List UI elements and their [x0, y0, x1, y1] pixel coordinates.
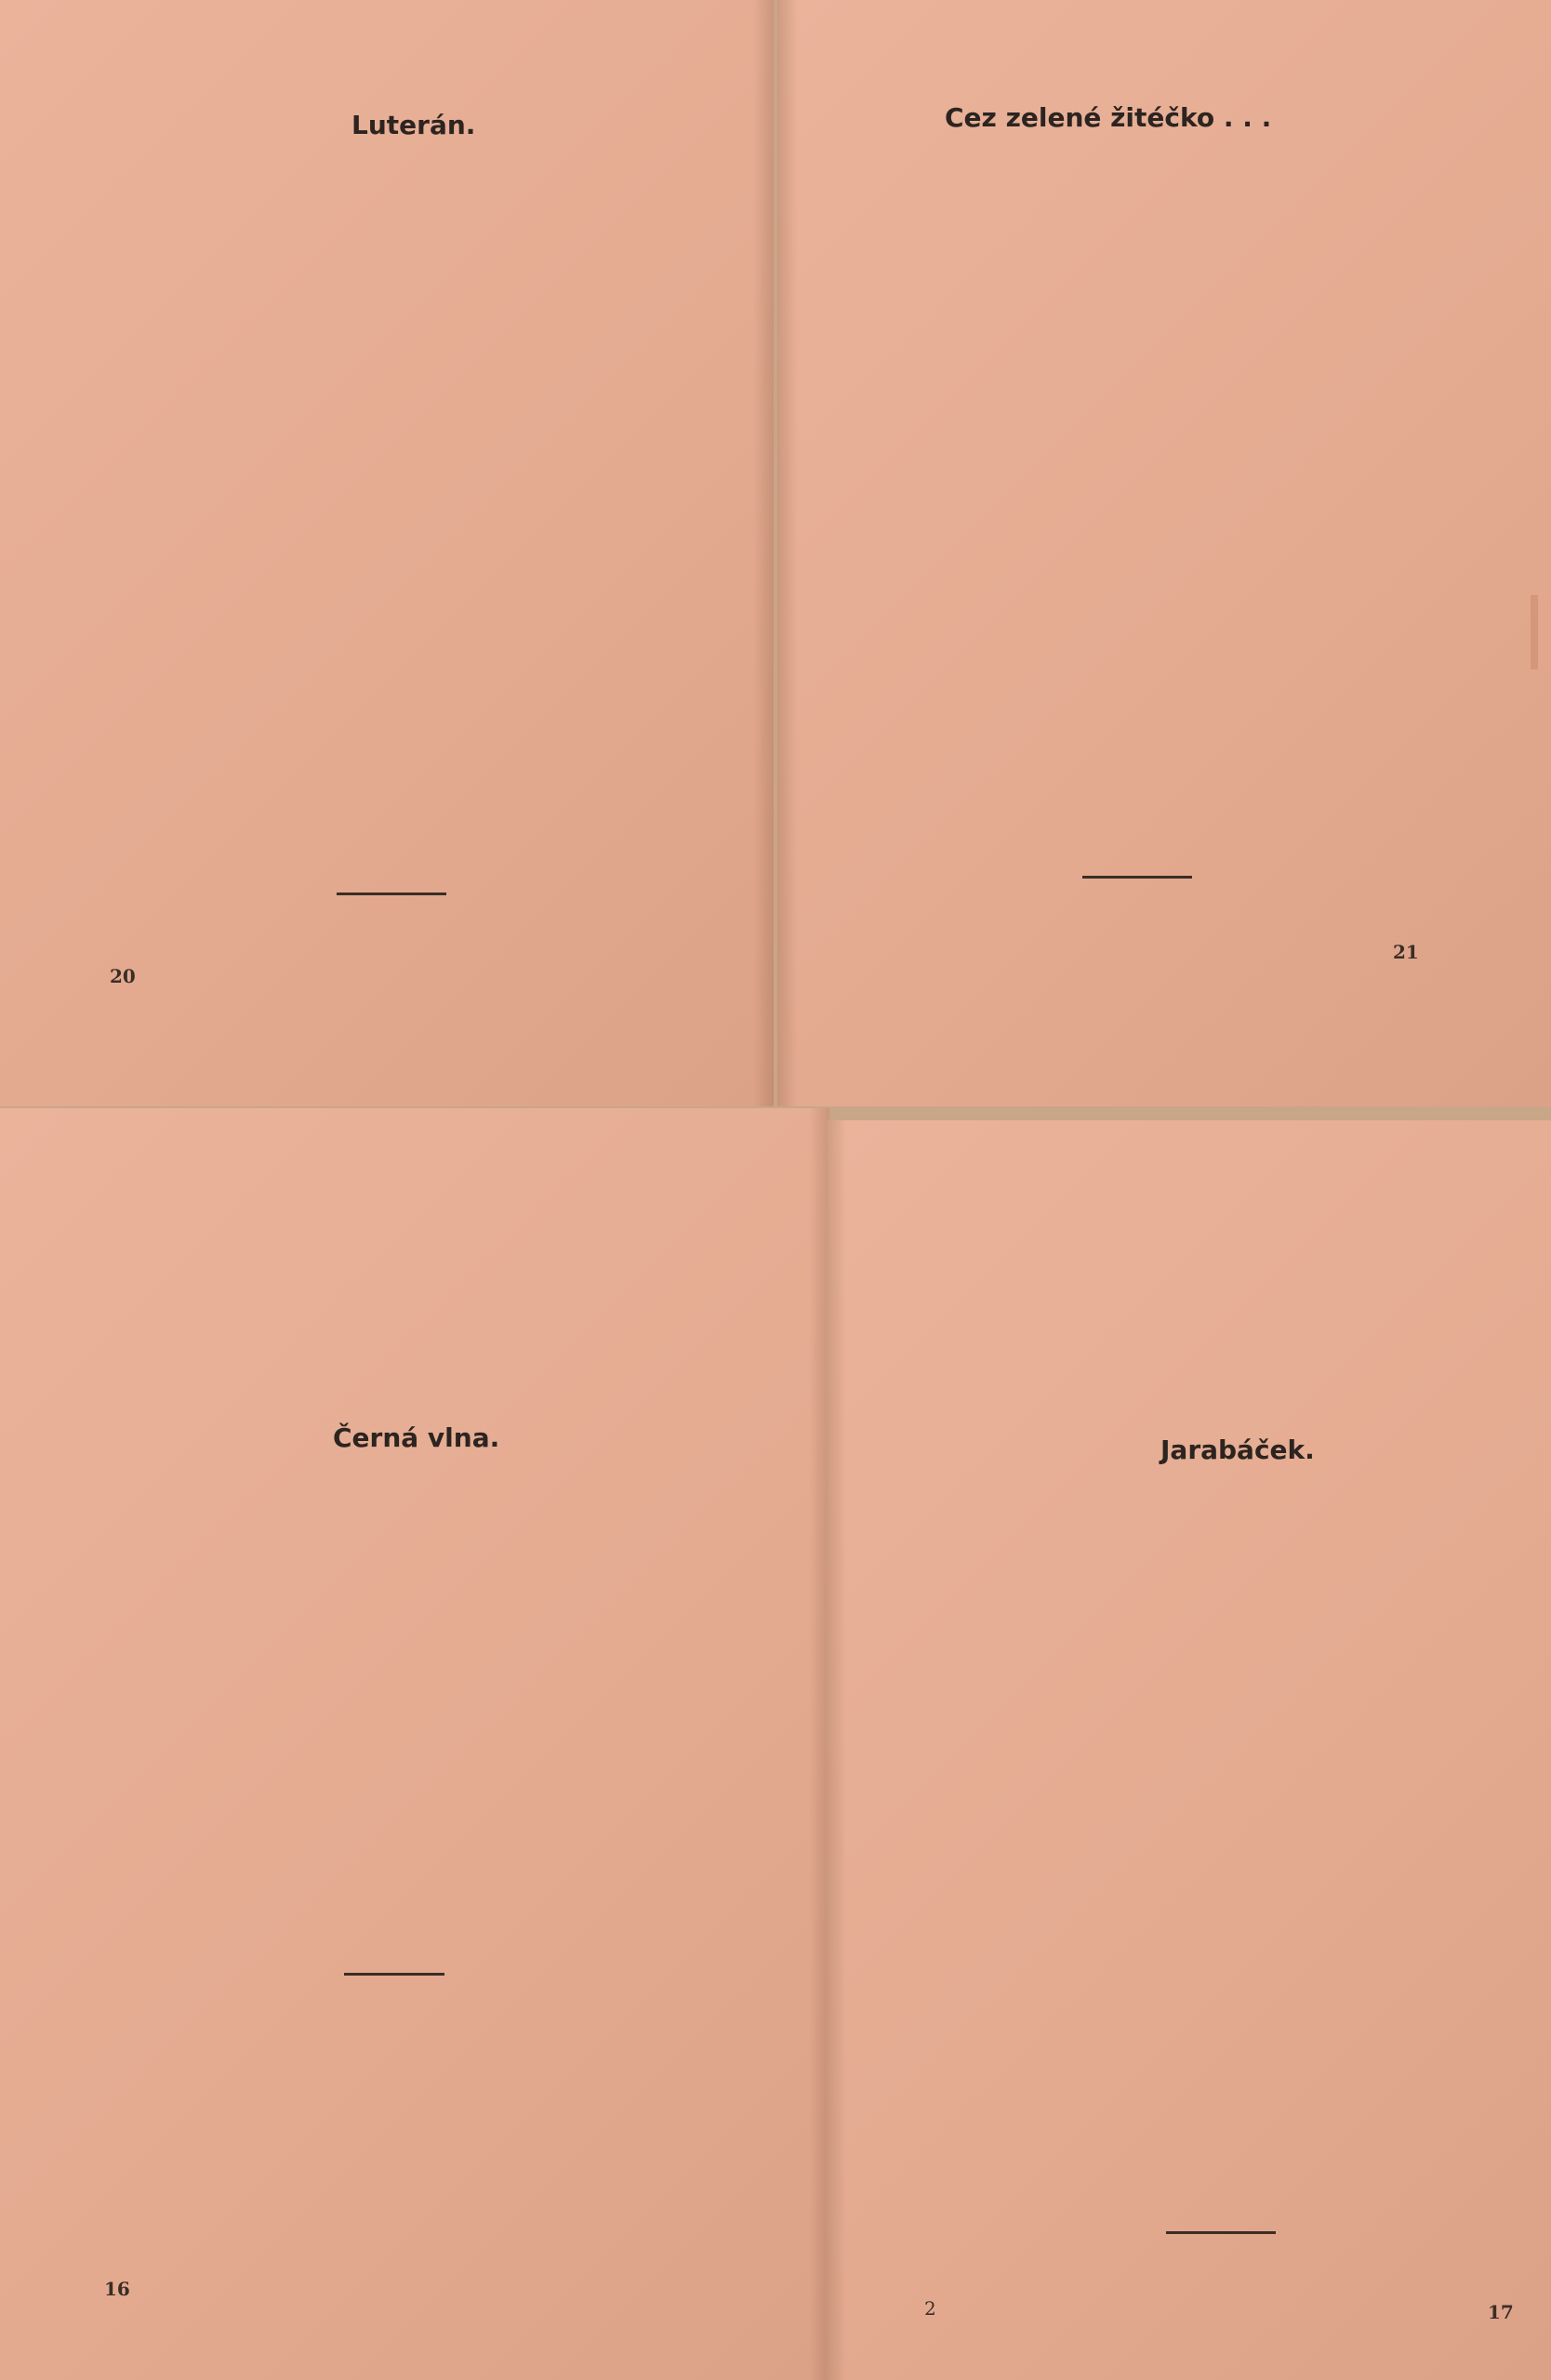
page-number: 16 [104, 2278, 130, 2300]
song-title: Černá vlna. [333, 1422, 500, 1453]
book-page-cerna-vlna [0, 1108, 829, 2380]
song-title: Luterán. [351, 110, 476, 140]
page-edge-mark [1531, 595, 1538, 669]
gutter-shadow [753, 0, 774, 1106]
end-rule [1166, 2231, 1276, 2234]
page-number: 20 [110, 965, 136, 987]
end-rule [344, 1973, 444, 1976]
song-title: Jarabáček. [1160, 1435, 1315, 1465]
book-page-cez-zelene-ziteckо [777, 0, 1551, 1106]
book-page-jarabacek [826, 1120, 1551, 2380]
song-title: Cez zelené žitéčko . . . [945, 102, 1272, 133]
end-rule [1082, 876, 1192, 879]
page-number: 17 [1488, 2301, 1514, 2323]
page-number: 21 [1393, 941, 1419, 963]
book-page-luteran [0, 0, 774, 1106]
gutter-shadow [826, 1120, 846, 2380]
footer-mark: 2 [924, 2297, 936, 2320]
gutter-shadow [777, 0, 798, 1106]
end-rule [337, 892, 446, 895]
